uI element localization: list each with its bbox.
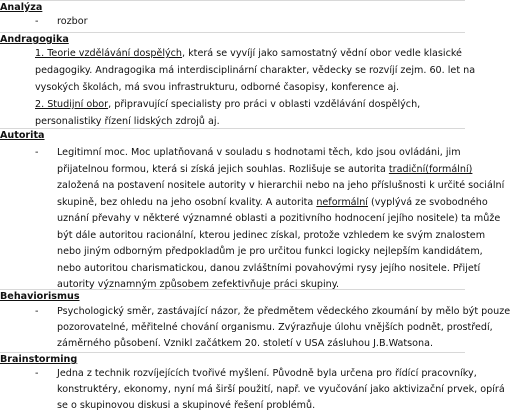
andragogika-p2-link: 2. Studijní obor <box>35 99 109 110</box>
bullet-behaviorismus: - <box>35 306 39 317</box>
autorita-line2 <box>57 163 472 176</box>
autorita-link-tradicni: tradiční(formální) <box>388 164 473 175</box>
autorita-line7: nebo jiným odborným předpokladům je pro určitou funkci logicky nejlepším kandidátem, <box>57 246 483 257</box>
brainstorming-line1: Jedna z technik rozvíjejících tvořivé myšlení. Původně byla určena pro řídící pracovníky, <box>57 368 477 379</box>
bullet-brainstorming: - <box>35 368 39 379</box>
autorita-line5: uznání převahy v některé významné oblasti a pozitivního hodnocení jejího nositele) ta může <box>57 213 501 224</box>
definition-text-analyza: rozbor <box>57 16 88 27</box>
behaviorismus-line1: Psychologický směr, zastávající názor, že předmětem vědeckého zkoumání by mělo být pouze <box>57 306 510 317</box>
andragogika-p1-line2: pedagogiky. Andragogika má interdisciplinární charakter, vědecky se rozvíjí zejm. 60. let na <box>35 65 476 76</box>
term-heading-autorita: Autorita <box>0 128 465 142</box>
autorita-line8: nebo autoritou charismatickou, danou zvláštními povahovými rysy jejího nositele. Přijetí <box>57 263 481 274</box>
andragogika-p1-line1 <box>35 47 462 60</box>
andragogika-p2-line2: personalistiky řízení lidských zdrojů aj. <box>35 116 220 127</box>
autorita-line4-text: skupině, bez ohledu na jeho osobní kvality. A autorita <box>57 197 314 208</box>
autorita-link-neformalni: neformální <box>316 197 368 208</box>
autorita-line6: být dále autoritou racionální, kterou jedinec získal, protože vzhledem ke svým znalostem <box>57 230 486 241</box>
term-heading-behaviorismus: Behaviorismus <box>0 289 465 303</box>
andragogika-p1-line3: vysokých školách, má svou infrastrukturu, odborné časopisy, konference aj. <box>35 82 400 93</box>
andragogika-p2-line1-text: , připravující specialisty pro práci v oblasti vzdělávání dospělých, <box>108 99 421 110</box>
autorita-line2-text: přijatelnou formou, která si získá jejich souhlas. Rozlišuje se autorita <box>57 164 386 175</box>
autorita-line1: Legitimní moc. Moc uplatňovaná v souladu s hodnotami těch, kdo jsou ovládáni, jim <box>57 147 461 158</box>
term-heading-andragogika: Andragogika <box>0 32 465 46</box>
autorita-line9: autority významným způsobem zefektivňuje práci skupiny. <box>57 279 340 290</box>
andragogika-p1-link: 1. Teorie vzdělávání dospělých <box>35 48 183 59</box>
term-heading-brainstorming: Brainstorming <box>0 352 465 366</box>
behaviorismus-line3: záměrného působení. Vznikl začátkem 20. století v USA zásluhou J.B.Watsona. <box>57 338 434 349</box>
bullet-autorita: - <box>35 147 39 158</box>
brainstorming-line2: konstruktéry, ekonomy, nyní má širší použití, např. ve vyučování jako aktivizační prvek, opírá <box>57 384 505 395</box>
behaviorismus-line2: pozorovatelné, měřitelné chování organismu. Zvýrazňuje úlohu vnějších podnět, prostředí, <box>57 322 493 333</box>
bullet-analyza: - <box>35 16 39 27</box>
andragogika-p1-line1-text: , která se vyvíjí jako samostatný vědní obor vedle klasické <box>182 48 462 59</box>
autorita-line3: založená na postavení nositele autority v hierarchii nebo na jeho příslušnosti k určité sociální <box>57 180 505 191</box>
brainstorming-line3: se o skupinovou diskusi a skupinové řešení problémů. <box>57 400 316 411</box>
autorita-line4 <box>57 196 488 209</box>
term-heading-analyza: Analýza <box>0 0 465 14</box>
andragogika-p2-line1 <box>35 98 420 111</box>
autorita-line4-rest: (vyplývá ze svobodného <box>371 197 488 208</box>
